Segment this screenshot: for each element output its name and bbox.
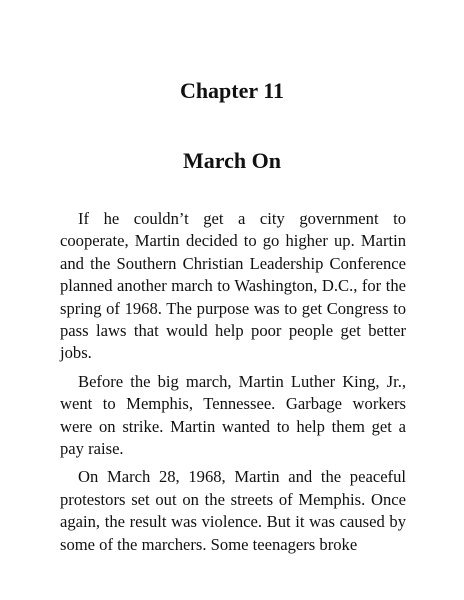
paragraph-2: Before the big march, Martin Luther King, Jr., went to Memphis, Tennessee. Garbage workers were on strike. Martin wanted to help them get a pay raise. (60, 371, 406, 459)
paragraph-3: On March 28, 1968, Martin and the peaceful protestors set out on the streets of Memphis. Once again, the result was violence. But it was caused by some of the marchers. Some teenagers broke (60, 467, 406, 554)
paragraph-1: If he couldn’t get a city government to cooperate, Martin decided to go higher up. Martin and the Southern Christian Leadership Conference planned another march to Washington, D.C., for the spring of 1968. The purpose was to get Congress to pass laws that would help poor people get better jobs. (60, 209, 406, 363)
chapter-number: Chapter 11 (179, 78, 285, 103)
chapter-body (60, 208, 406, 562)
chapter-title: March On (183, 148, 281, 173)
